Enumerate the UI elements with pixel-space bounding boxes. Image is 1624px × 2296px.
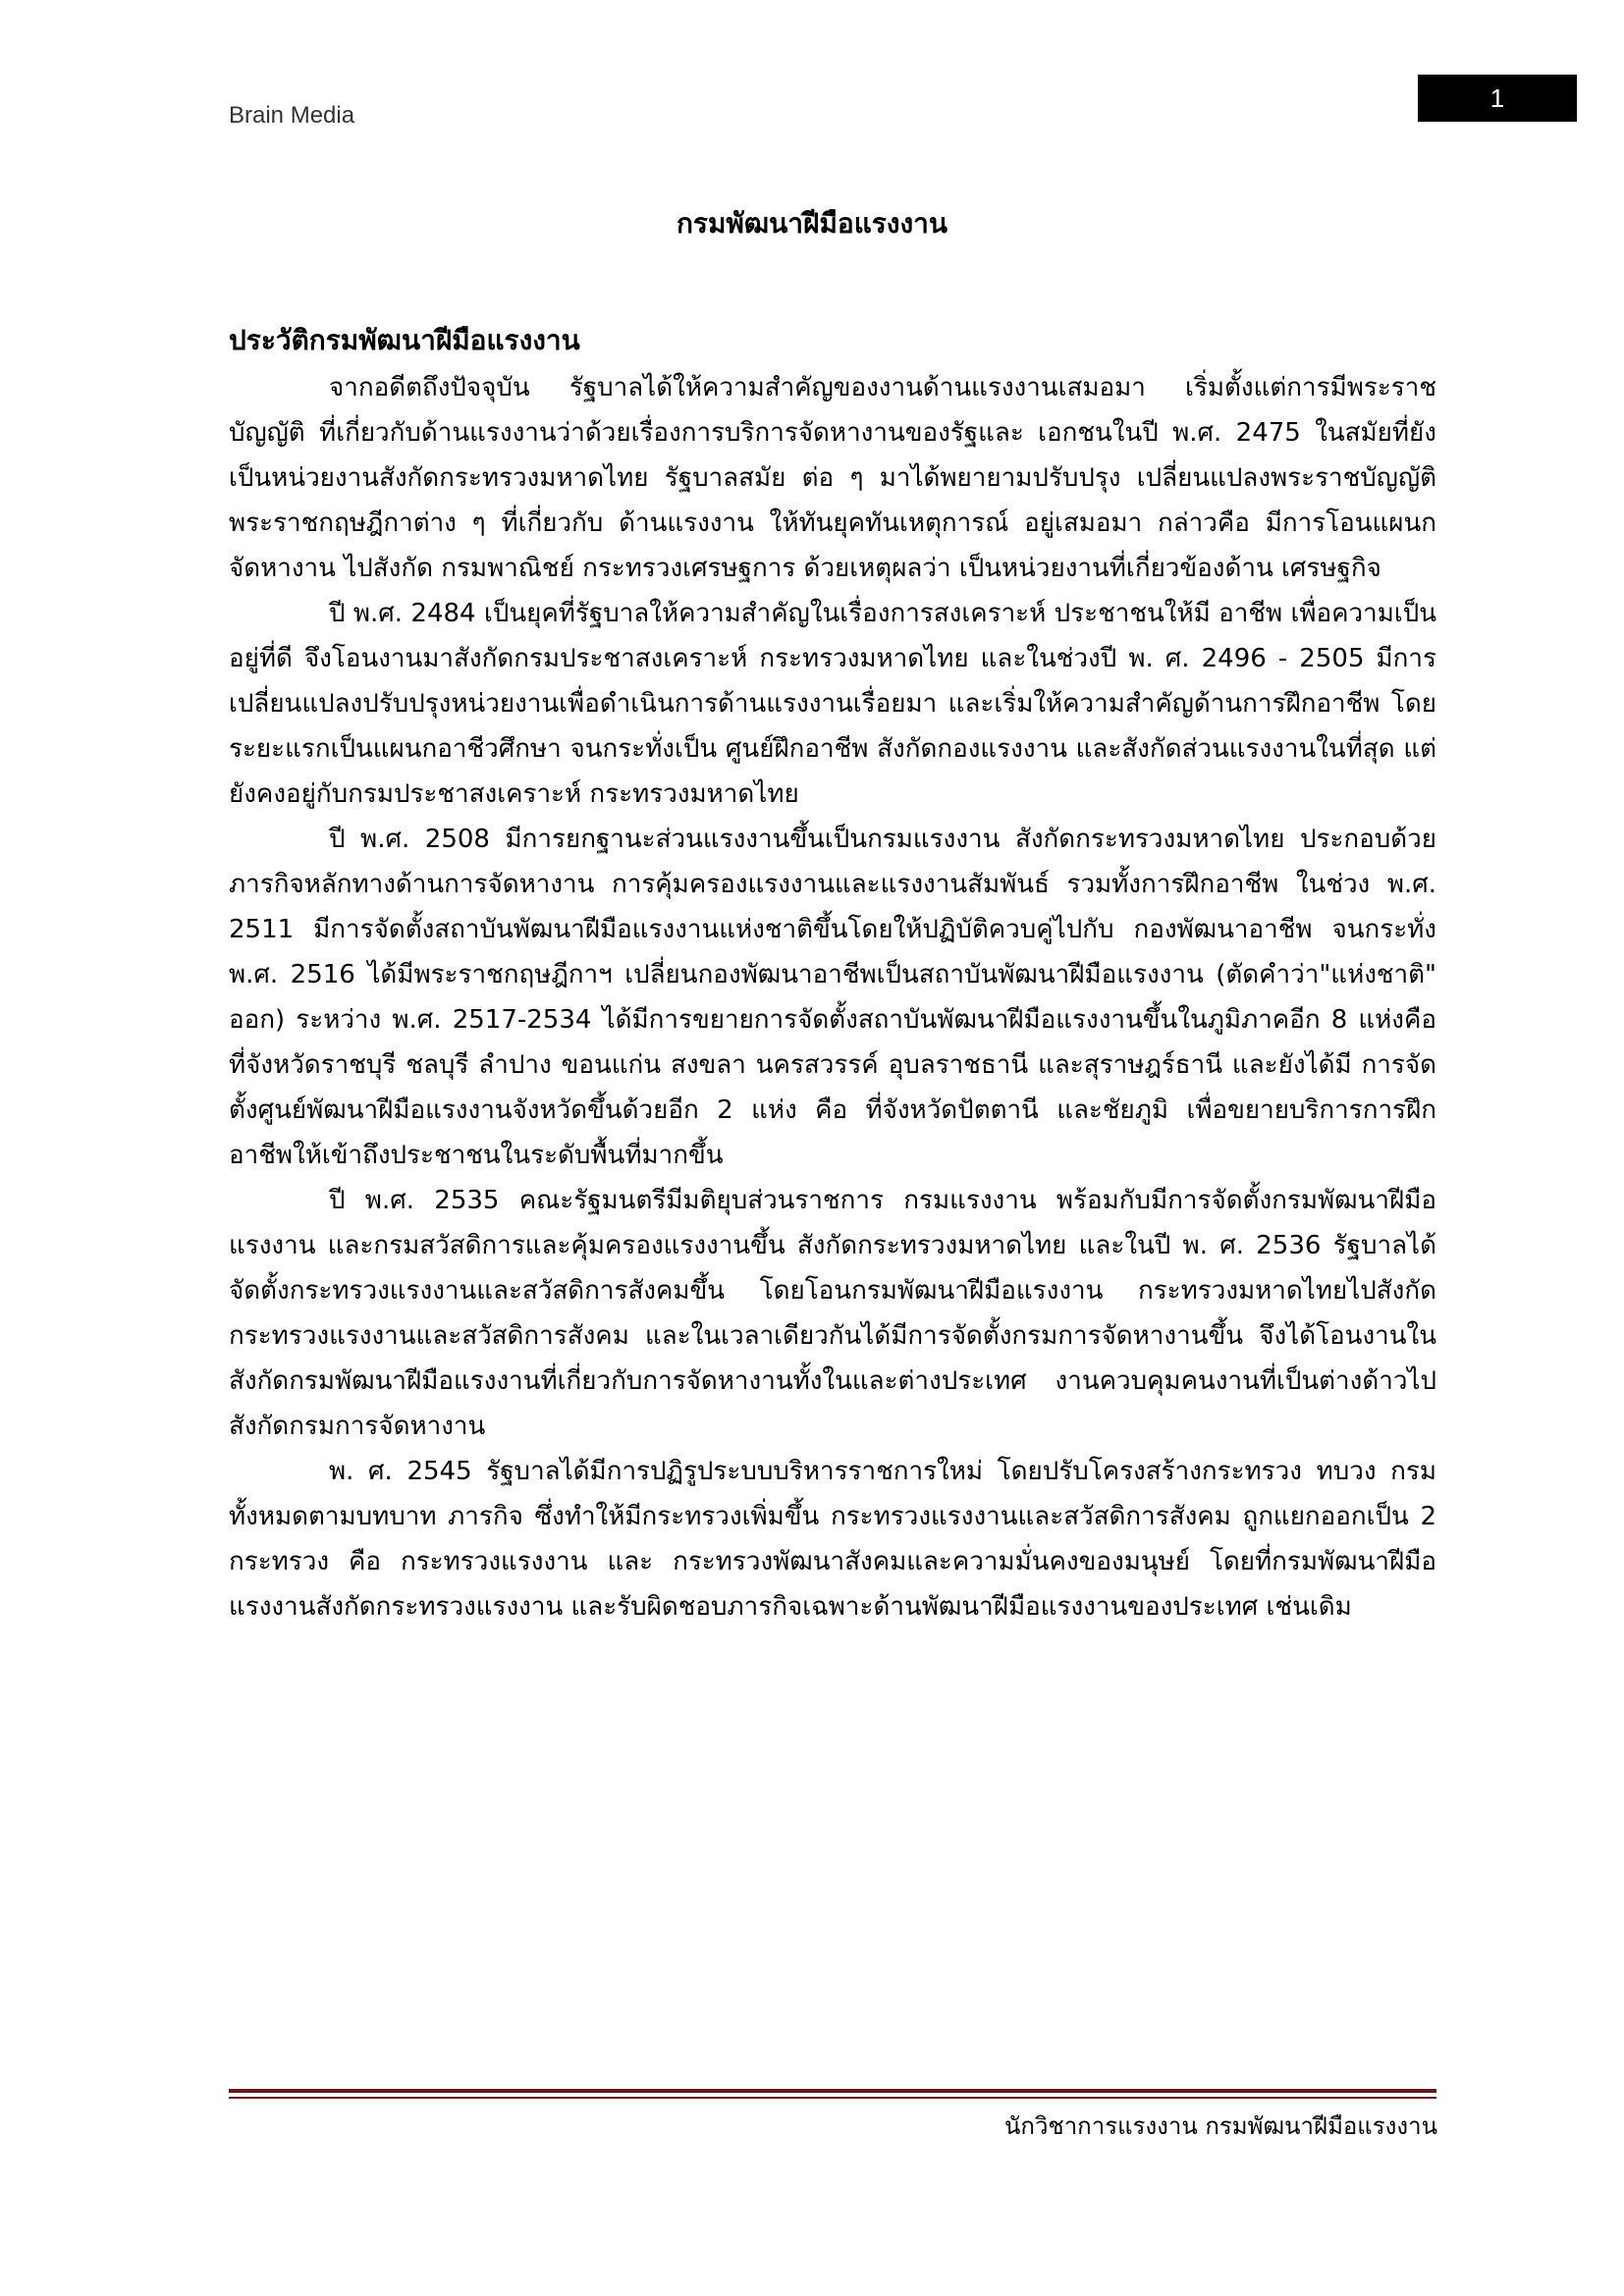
paragraph-1: จากอดีตถึงปัจจุบัน รัฐบาลได้ให้ความสำคัญของงานด้านแรงงานเสมอมา เริ่มตั้งแต่การมีพระราชบัญญัติ ที่เกี่ยวกับด้านแรงงานว่าด้วยเรื่องการบริการจัดหางานของรัฐและ เอกชนในปี พ.ศ. 2475 ในสมัยที่ยังเป็นหน่วยงานสังกัดกระทรวงมหาดไทย รัฐบาลสมัย ต่อ ๆ มาได้พยายามปรับปรุง เปลี่ยนแปลงพระราชบัญญัติ พระราชกฤษฎีกาต่าง ๆ ที่เกี่ยวกับ ด้านแรงงาน ให้ทันยุคทันเหตุการณ์ อยู่เสมอมา กล่าวคือ มีการโอนแผนกจัดหางาน ไปสังกัด กรมพาณิชย์ กระทรวงเศรษฐการ ด้วยเหตุผลว่า เป็นหน่วยงานที่เกี่ยวข้องด้าน เศรษฐกิจ	[229, 373, 1436, 583]
paragraph-3: ปี พ.ศ. 2508 มีการยกฐานะส่วนแรงงานขึ้นเป็นกรมแรงงาน สังกัดกระทรวงมหาดไทย ประกอบด้วย ภารกิจหลักทางด้านการจัดหางาน การคุ้มครองแรงงานและแรงงานสัมพันธ์ รวมทั้งการฝึกอาชีพ ในช่วง พ.ศ. 2511 มีการจัดตั้งสถาบันพัฒนาฝีมือแรงงานแห่งชาติขึ้นโดยให้ปฏิบัติควบคู่ไปกับ กองพัฒนาอาชีพ จนกระทั่ง พ.ศ. 2516 ได้มีพระราชกฤษฎีกาฯ เปลี่ยนกองพัฒนาอาชีพเป็นสถาบันพัฒนาฝีมือแรงงาน (ตัดคำว่า"แห่งชาติ" ออก) ระหว่าง พ.ศ. 2517-2534 ได้มีการขยายการจัดตั้งสถาบันพัฒนาฝีมือแรงงานขึ้นในภูมิภาคอีก 8 แห่งคือ ที่จังหวัดราชบุรี ชลบุรี ลำปาง ขอนแก่น สงขลา นครสวรรค์ อุบลราชธานี และสุราษฎร์ธานี และยังได้มี การจัดตั้งศูนย์พัฒนาฝีมือแรงงานจังหวัดขึ้นด้วยอีก 2 แห่ง คือ ที่จังหวัดปัตตานี และชัยภูมิ เพื่อขยายบริการการฝึกอาชีพให้เข้าถึงประชาชนในระดับพื้นที่มากขึ้น	[229, 825, 1436, 1170]
body-text	[229, 365, 1436, 1629]
paragraph-2: ปี พ.ศ. 2484 เป็นยุคที่รัฐบาลให้ความสำคัญในเรื่องการสงเคราะห์ ประชาชนให้มี อาชีพ เพื่อความเป็นอยู่ที่ดี จึงโอนงานมาสังกัดกรมประชาสงเคราะห์ กระทรวงมหาดไทย และในช่วงปี พ. ศ. 2496 - 2505 มีการเปลี่ยนแปลงปรับปรุงหน่วยงานเพื่อดำเนินการด้านแรงงานเรื่อยมา และเริ่มให้ความสำคัญด้านการฝึกอาชีพ โดยระยะแรกเป็นแผนกอาชีวศึกษา จนกระทั่งเป็น ศูนย์ฝึกอาชีพ สังกัดกองแรงงาน และสังกัดส่วนแรงงานในที่สุด แต่ยังคงอยู่กับกรมประชาสงเคราะห์ กระทรวงมหาดไทย	[229, 599, 1436, 809]
footer-divider-thin	[229, 2097, 1436, 2099]
section-heading: ประวัติกรมพัฒนาฝีมือแรงงาน	[229, 324, 580, 356]
footer-divider-thick	[229, 2089, 1436, 2093]
paragraph-4: ปี พ.ศ. 2535 คณะรัฐมนตรีมีมติยุบส่วนราชการ กรมแรงงาน พร้อมกับมีการจัดตั้งกรมพัฒนาฝีมือแรงงาน และกรมสวัสดิการและคุ้มครองแรงงานขึ้น สังกัดกระทรวงมหาดไทย และในปี พ. ศ. 2536 รัฐบาลได้จัดตั้งกระทรวงแรงงานและสวัสดิการสังคมขึ้น โดยโอนกรมพัฒนาฝีมือแรงงาน กระทรวงมหาดไทยไปสังกัดกระทรวงแรงงานและสวัสดิการสังคม และในเวลาเดียวกันได้มีการจัดตั้งกรมการจัดหางานขึ้น จึงได้โอนงานในสังกัดกรมพัฒนาฝีมือแรงงานที่เกี่ยวกับการจัดหางานทั้งในและต่างประเทศ งานควบคุมคนงานที่เป็นต่างด้าวไปสังกัดกรมการจัดหางาน	[229, 1186, 1436, 1441]
page-number-badge: 1	[1418, 75, 1577, 122]
document-title: กรมพัฒนาฝีมือแรงงาน	[676, 207, 948, 240]
publisher-label: Brain Media	[229, 102, 355, 129]
paragraph-5: พ. ศ. 2545 รัฐบาลได้มีการปฏิรูประบบบริหารราชการใหม่ โดยปรับโครงสร้างกระทรวง ทบวง กรม ทั้งหมดตามบทบาท ภารกิจ ซึ่งทำให้มีกระทรวงเพิ่มขึ้น กระทรวงแรงงานและสวัสดิการสังคม ถูกแยกออกเป็น 2 กระทรวง คือ กระทรวงแรงงาน และ กระทรวงพัฒนาสังคมและความมั่นคงของมนุษย์ โดยที่กรมพัฒนาฝีมือแรงงานสังกัดกระทรวงแรงงาน และรับผิดชอบภารกิจเฉพาะด้านพัฒนาฝีมือแรงงานของประเทศ เช่นเดิม	[229, 1457, 1436, 1622]
footer-text: นักวิชาการแรงงาน กรมพัฒนาฝีมือแรงงาน	[1004, 2112, 1437, 2140]
